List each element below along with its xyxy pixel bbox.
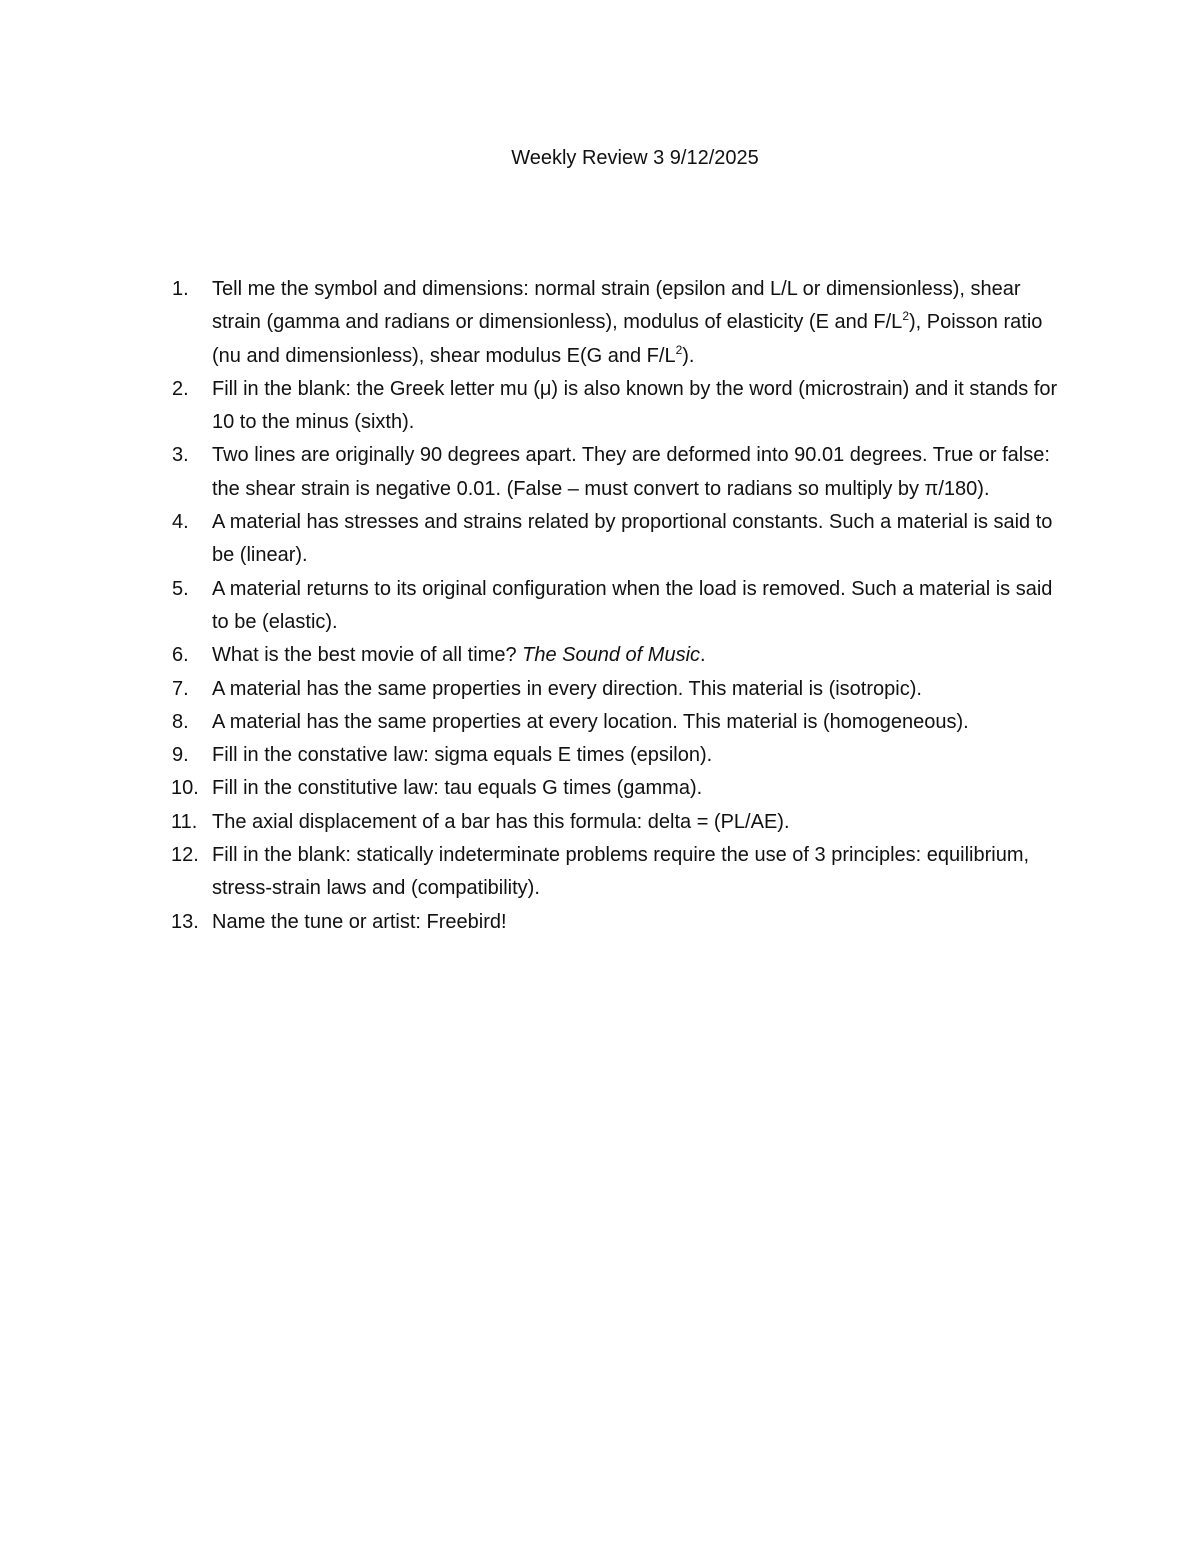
question-text [212, 844, 1029, 899]
question-number: 3. [172, 444, 189, 467]
text-run: Name the tune or artist: Freebird! [212, 910, 507, 933]
text-run: A material has the same properties in every direction. This material is (isotropic). [212, 677, 922, 700]
question-item [172, 373, 1074, 440]
question-number: 10. [171, 777, 199, 800]
question-item [171, 839, 1074, 906]
question-item [172, 273, 1074, 373]
question-item [171, 906, 1074, 939]
question-number: 1. [172, 278, 189, 300]
question-item [171, 772, 1074, 805]
question-item [172, 439, 1074, 506]
page-title: Weekly Review 3 9/12/2025 [511, 147, 759, 169]
question-number: 8. [172, 710, 189, 733]
question-number: 4. [172, 511, 189, 534]
question-item [171, 806, 1074, 839]
italic-text: The Sound of Music [522, 644, 701, 667]
text-run: What is the best movie of all time? [212, 644, 523, 667]
question-text [212, 711, 969, 733]
text-run: A material has stresses and strains related by proportional constants. Such a material is said to be (linear). [212, 511, 1053, 567]
question-text [212, 811, 790, 833]
question-text [212, 444, 1050, 499]
question-item [172, 506, 1074, 573]
question-text [212, 511, 1052, 566]
question-number: 13. [171, 910, 199, 933]
text-run: Two lines are originally 90 degrees apart. They are deformed into 90.01 degrees. True or false: the shear strain is negative 0.01. (False – must convert to radians so multiply by π/180). [212, 444, 1050, 500]
question-number: 7. [172, 677, 189, 700]
text-run: A material has the same properties at every location. This material is (homogeneous). [212, 710, 969, 733]
text-run: Fill in the blank: statically indeterminate problems require the use of 3 principles: equilibrium, stress-strain laws and (compatibility). [212, 844, 1030, 900]
text-run: . [700, 644, 706, 667]
question-text [212, 777, 702, 799]
question-text [212, 278, 1042, 367]
text-run: Fill in the constative law: sigma equals E times (epsilon). [212, 744, 713, 767]
superscript: 2 [675, 342, 683, 357]
superscript: 2 [902, 309, 909, 324]
question-item [172, 706, 1074, 739]
text-run: Tell me the symbol and dimensions: normal strain (epsilon and L/L or dimensionless), shear strain (gamma and radians or dimensionless), modulus of elasticity (E and F/L [212, 278, 1021, 334]
question-text [212, 378, 1057, 433]
text-run: Fill in the blank: the Greek letter mu (μ) is also known by the word (microstrain) and it stands for 10 to the minus (sixth). [212, 377, 1058, 434]
question-number: 11. [171, 810, 198, 833]
text-run: ), Poisson ratio (nu and dimensionless), shear modulus E(G and F/L [212, 311, 1043, 367]
question-item [172, 739, 1074, 772]
question-text [212, 744, 712, 766]
question-number: 12. [171, 844, 199, 867]
question-item [172, 639, 1074, 672]
text-run: The axial displacement of a bar has this formula: delta = (PL/AE). [212, 810, 790, 833]
question-number: 6. [172, 644, 189, 667]
question-number: 5. [172, 577, 189, 600]
question-text [212, 911, 507, 933]
question-list [171, 273, 1074, 939]
question-text [212, 678, 922, 700]
question-number: 9. [172, 744, 189, 767]
text-run: ). [682, 344, 695, 367]
text-run: Fill in the constitutive law: tau equals G times (gamma). [212, 777, 703, 800]
question-number: 2. [172, 377, 189, 400]
question-item [172, 673, 1074, 706]
question-item [172, 573, 1074, 640]
question-text [212, 578, 1052, 633]
question-text [212, 644, 706, 666]
text-run: A material returns to its original configuration when the load is removed. Such a material is said to be (elastic). [212, 577, 1053, 633]
